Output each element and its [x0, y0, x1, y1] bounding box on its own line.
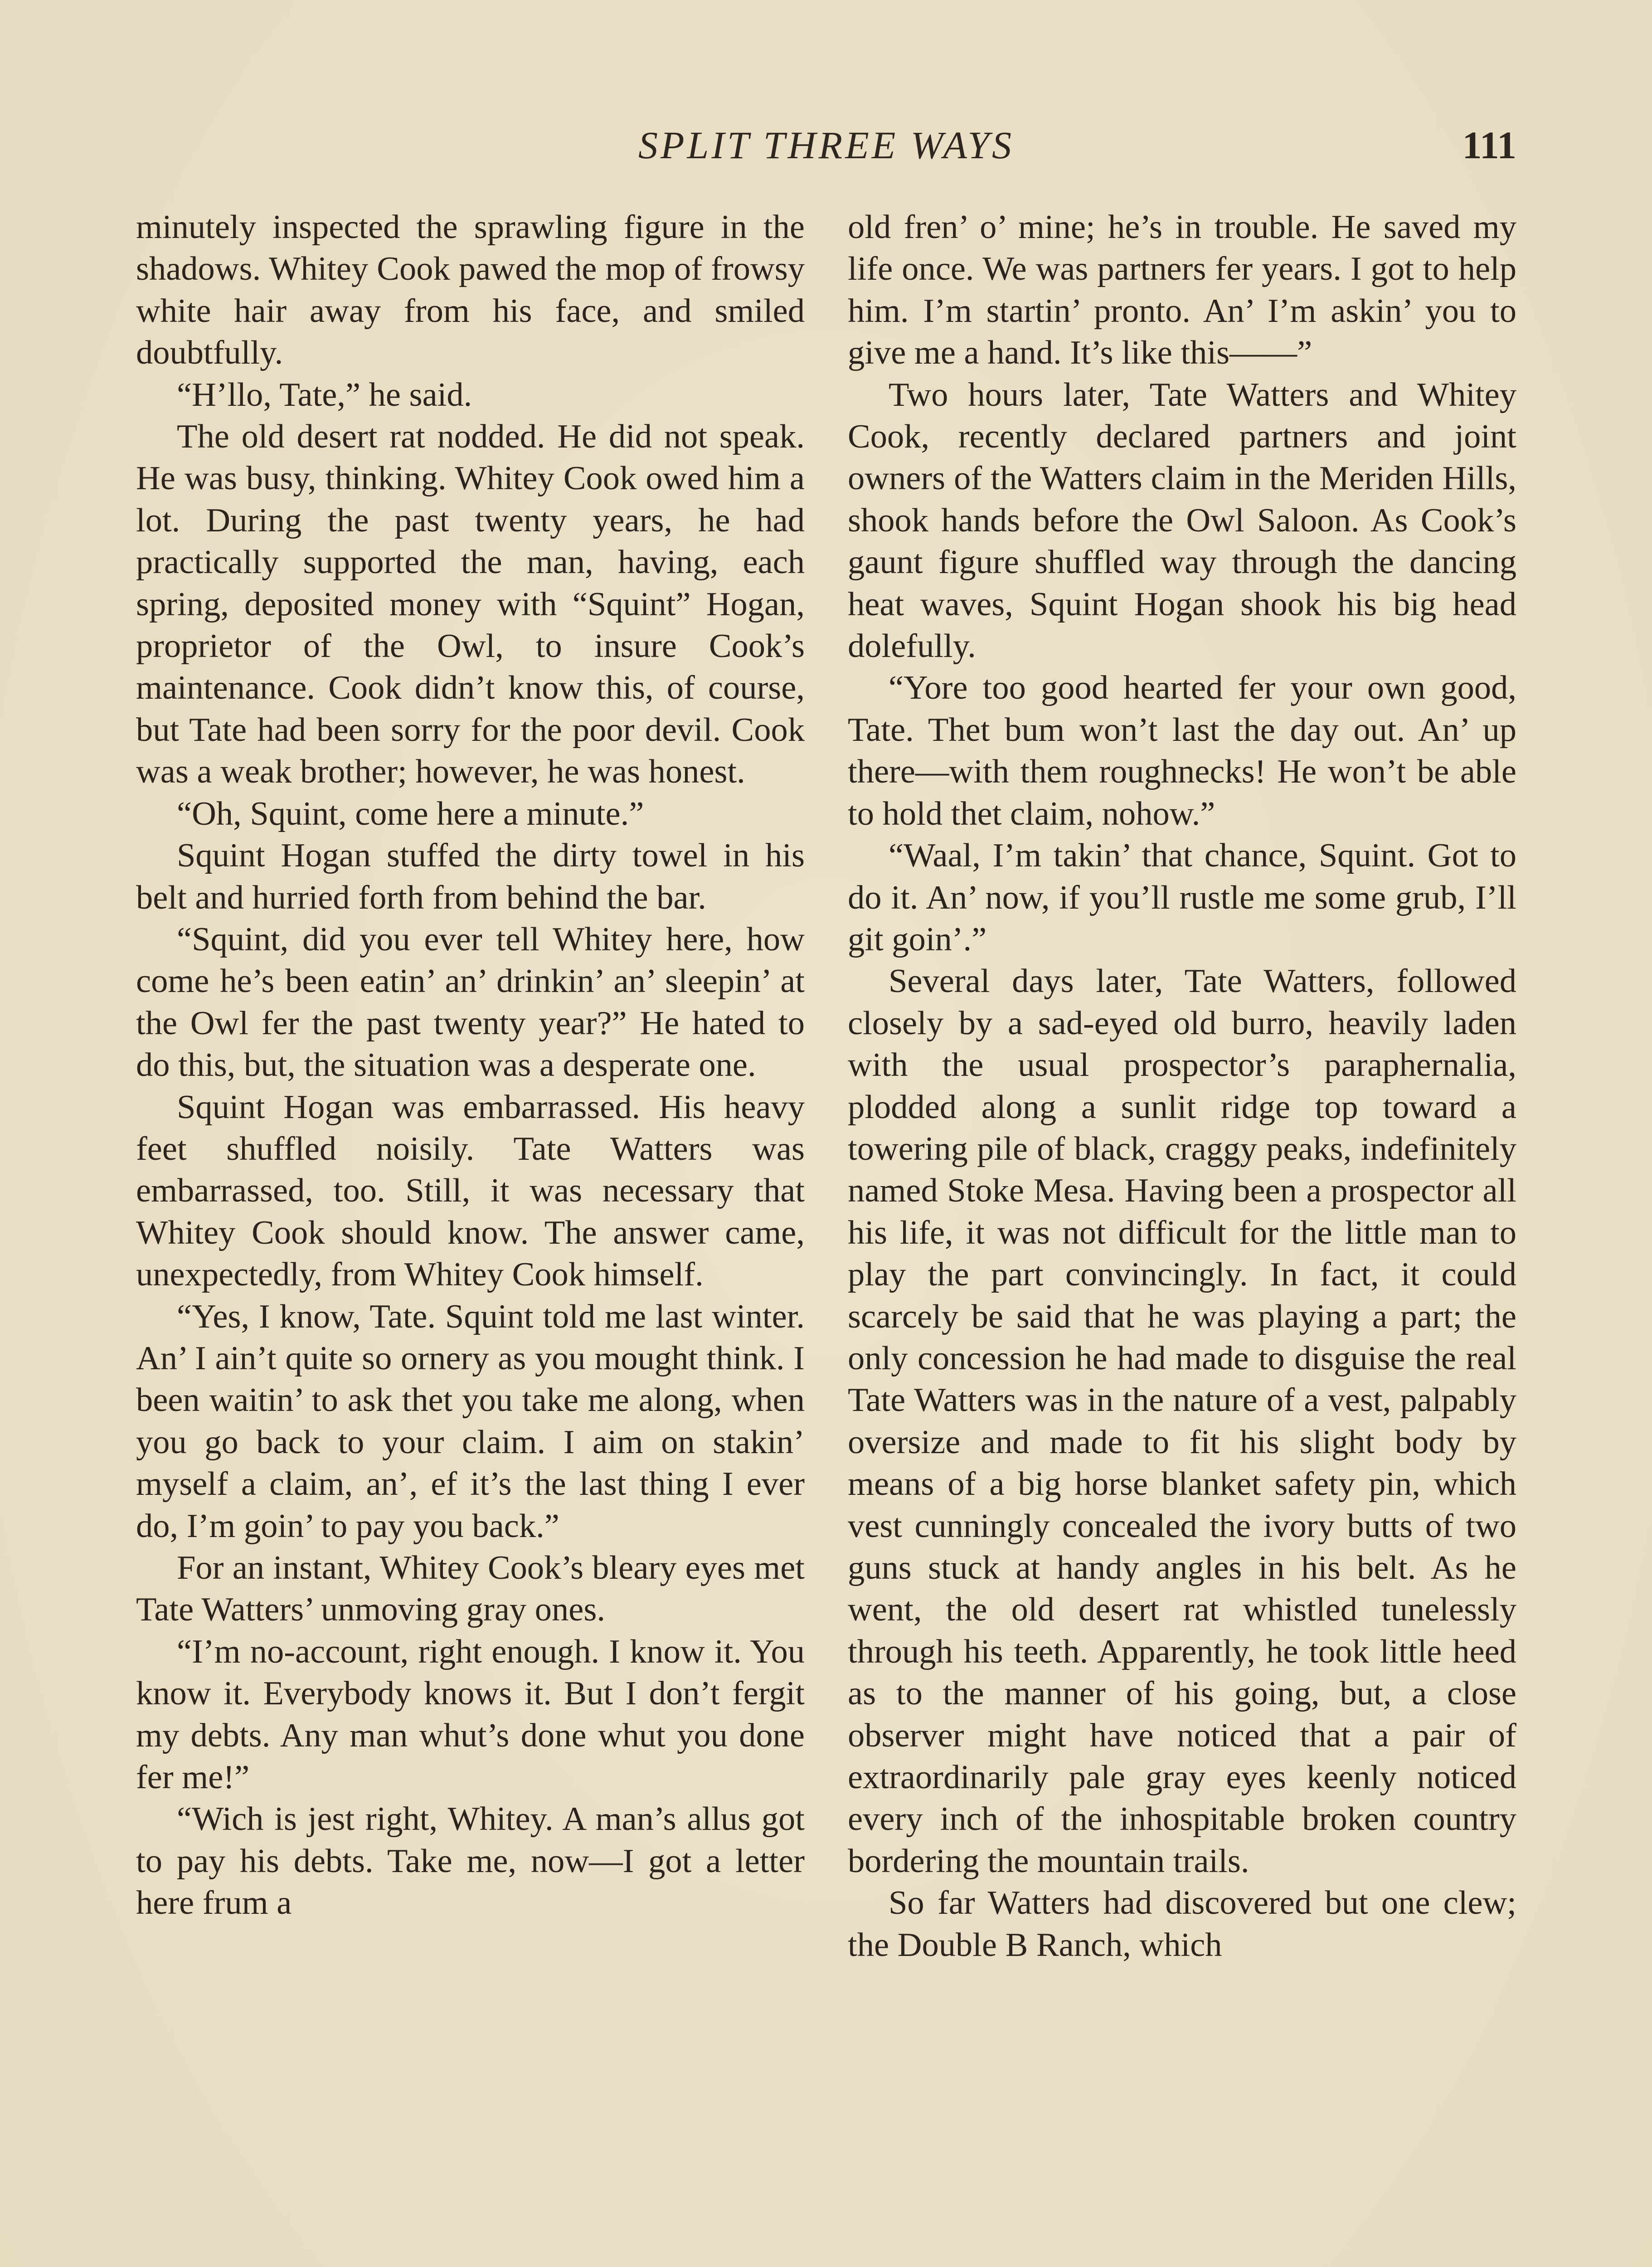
running-title: SPLIT THREE WAYS [638, 123, 1015, 167]
paragraph: “Yore too good hearted fer your own good, Tate. Thet bum won’t last the day out. An’ up there—with them roughnecks! He won’t be able to hold thet claim, nohow.” [848, 669, 1516, 832]
paragraph: “H’llo, Tate,” he said. [177, 376, 472, 414]
paragraph: minutely inspected the sprawling figure in the shadows. Whitey Cook pawed the mop of frowsy white hair away from his face, and smiled doubtfully. [136, 209, 805, 372]
paragraph: For an instant, Whitey Cook’s bleary eyes met Tate Watters’ unmoving gray ones. [136, 1549, 805, 1629]
paragraph: So far Watters had discovered but one clew; the Double B Ranch, which [848, 1884, 1516, 1964]
paragraph: Two hours later, Tate Watters and Whitey Cook, recently declared partners and joint owners of the Watters claim in the Meriden Hills, shook hands before the Owl Saloon. As Cook’s gaunt figure shuffled way through the dancing heat waves, Squint Hogan shook his big head dolefully. [848, 376, 1516, 665]
paragraph: “Oh, Squint, come here a minute.” [177, 795, 644, 832]
right-text-column [848, 206, 1516, 1966]
running-head [136, 122, 1516, 172]
paragraph: Several days later, Tate Watters, followed closely by a sad-eyed old burro, heavily laden with the usual prospector’s paraphernalia, plodded along a sunlit ridge top toward a towering pile of black, craggy peaks, indefinitely named Stoke Mesa. Having been a prospector all his life, it was not difficult for the little man to play the part convincingly. In fact, it could scarcely be said that he was playing a part; the only concession he had made to disguise the real Tate Watters was in the nature of a vest, palpably oversize and made to fit his slight body by means of a big horse blanket safety pin, which vest cunningly concealed the ivory butts of two guns stuck at handy angles in his belt. As he went, the old desert rat whistled tunelessly through his teeth. Apparently, he took little heed as to the manner of his going, but, a close observer might have noticed that a pair of extraordinarily pale gray eyes keenly noticed every inch of the inhospitable broken country bordering the mountain trails. [848, 963, 1516, 1880]
paragraph: “Yes, I know, Tate. Squint told me last winter. An’ I ain’t quite so ornery as you mought think. I been waitin’ to ask thet you take me along, when you go back to your claim. I aim on stakin’ myself a claim, an’, ef it’s the last thing I ever do, I’m goin’ to pay you back.” [136, 1298, 805, 1545]
paragraph: The old desert rat nodded. He did not speak. He was busy, thinking. Whitey Cook owed him a lot. During the past twenty years, he had practically supported the man, having, each spring, deposited money with “Squint” Hogan, proprietor of the Owl, to insure Cook’s maintenance. Cook didn’t know this, of course, but Tate had been sorry for the poor devil. Cook was a weak brother; however, he was honest. [136, 418, 805, 791]
paragraph: Squint Hogan stuffed the dirty towel in his belt and hurried forth from behind the bar. [136, 837, 805, 916]
paragraph: “Waal, I’m takin’ that chance, Squint. Got to do it. An’ now, if you’ll rustle me some grub, I’ll git goin’.” [848, 837, 1516, 958]
paragraph: “Squint, did you ever tell Whitey here, how come he’s been eatin’ an’ drinkin’ an’ sleepin’ at the Owl fer the past twenty year?” He hated to do this, but, the situation was a desperate one. [136, 920, 805, 1084]
paragraph: old fren’ o’ mine; he’s in trouble. He saved my life once. We was partners fer years. I got to help him. I’m startin’ pronto. An’ I’m askin’ you to give me a hand. It’s like this——” [848, 209, 1516, 372]
paragraph: Squint Hogan was embarrassed. His heavy feet shuffled noisily. Tate Watters was embarrassed, too. Still, it was necessary that Whitey Cook should know. The answer came, unexpectedly, from Whitey Cook himself. [136, 1088, 805, 1294]
page-number: 111 [1462, 123, 1516, 167]
left-text-column [136, 206, 805, 1924]
paragraph: “I’m no-account, right enough. I know it. You know it. Everybody knows it. But I don’t fergit my debts. Any man whut’s done whut you done fer me!” [136, 1633, 805, 1796]
paragraph: “Wich is jest right, Whitey. A man’s allus got to pay his debts. Take me, now—I got a letter here frum a [136, 1800, 805, 1922]
